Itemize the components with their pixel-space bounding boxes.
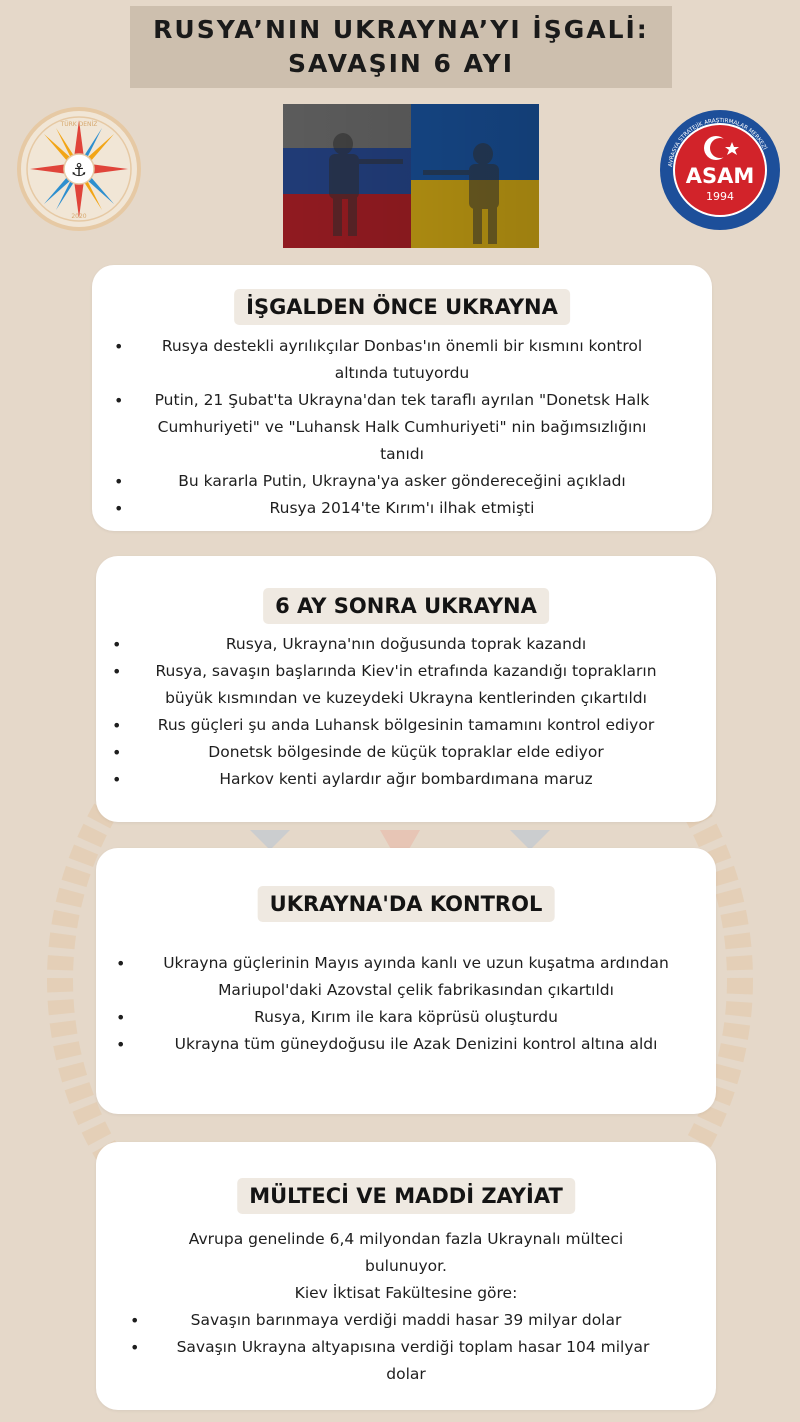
list-item: • Ukrayna tüm güneydoğusu ile Azak Denizini kontrol altına aldı [116,1035,658,1054]
list-six-months-later [96,631,716,793]
list-item: • Rusya, Ukrayna'nın doğusunda toprak kazandı [112,635,587,654]
list-item: • Rusya, Kırım ile kara köprüsü oluşturdu [116,1008,558,1027]
left-logo-year: 2020 [71,213,87,220]
list-item: • Harkov kenti aylardır ağır bombardımana maruz [112,770,593,789]
asam-ring-text: AVRASYA STRATEJİK ARAŞTIRMALAR MERKEZİ [668,117,768,168]
list-item: • Bu kararla Putin, Ukrayna'ya asker göndereceğini açıkladı [114,472,626,491]
refugee-intro-line-2: bulunuyor. [365,1257,447,1275]
title-banner [130,6,672,88]
card-heading-six-months-later: 6 AY SONRA UKRAYNA [263,588,549,624]
list-item: • Rusya, savaşın başlarında Kiev'in etrafında kazandığı toprakların büyük kısmından ve kuzeydeki Ukrayna kentlerinden çıkartıldı [112,662,657,707]
list-item: • Ukrayna güçlerinin Mayıs ayında kanlı ve uzun kuşatma ardından Mariupol'daki Azovstal çelik fabrikasından çıkartıldı [116,954,669,999]
card-refugee-and-damage [96,1142,716,1410]
svg-text:⚓: ⚓ [70,160,88,181]
list-item: • Rusya destekli ayrılıkçılar Donbas'ın önemli bir kısmını kontrol altında tutuyordu [114,337,643,382]
card-ukraine-control [96,848,716,1114]
list-before-invasion [92,333,712,522]
card-six-months-later [96,556,716,822]
title-line-1: RUSYA’NIN UKRAYNA’YI İŞGALİ: [153,15,649,44]
refugee-intro-line-1: Avrupa genelinde 6,4 milyondan fazla Ukraynalı mülteci [188,1230,624,1248]
list-item: • Donetsk bölgesinde de küçük topraklar elde ediyor [112,743,604,762]
card-heading-ukraine-control: UKRAYNA'DA KONTROL [258,886,555,922]
turk-deniz-logo [16,106,142,232]
asam-logo [658,108,782,232]
list-item: • Rus güçleri şu anda Luhansk bölgesinin tamamını kontrol ediyor [112,716,655,735]
card-before-invasion [92,265,712,531]
list-item: • Putin, 21 Şubat'ta Ukrayna'dan tek taraflı ayrılan "Donetsk Halk Cumhuriyeti" ve "Luhansk Halk Cumhuriyeti" nin bağımsızlığını tanıdı [114,391,650,463]
refugee-intro-line-3: Kiev İktisat Fakültesine göre: [294,1284,518,1302]
list-item: • Rusya 2014'te Kırım'ı ilhak etmişti [114,499,535,518]
card-heading-before-invasion: İŞGALDEN ÖNCE UKRAYNA [234,289,570,325]
title-line-2: SAVAŞIN 6 AYI [287,49,515,78]
asam-name: ASAM [685,164,755,188]
list-refugee-and-damage [96,1226,716,1388]
list-item: • Savaşın barınmaya verdiği maddi hasar 39 milyar dolar [130,1311,622,1330]
list-item: • Savaşın Ukrayna altyapısına verdiği toplam hasar 104 milyar dolar [130,1338,650,1383]
card-heading-refugee-and-damage: MÜLTECİ VE MADDİ ZAYİAT [237,1178,575,1214]
left-logo-text: TÜRK DENİZ [60,121,98,128]
russia-ukraine-flags-image [283,104,539,248]
list-ukraine-control [96,950,716,1058]
asam-year: 1994 [706,190,734,203]
